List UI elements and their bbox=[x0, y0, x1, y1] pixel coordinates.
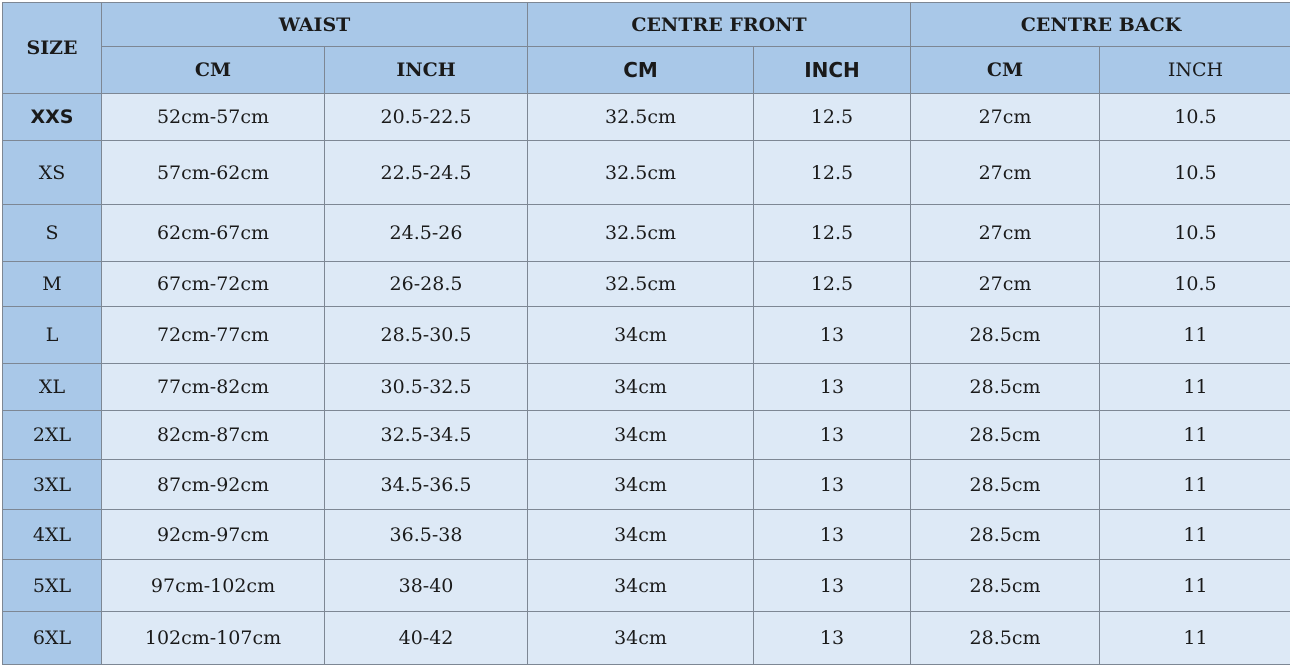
centre-back-inch-cell: 10.5 bbox=[1100, 262, 1290, 307]
waist-inch-cell: 28.5-30.5 bbox=[325, 307, 528, 364]
waist-cm-cell: 62cm-67cm bbox=[102, 205, 325, 262]
centre-back-cm-cell: 27cm bbox=[911, 205, 1100, 262]
centre-front-cm-cell: 34cm bbox=[528, 560, 754, 612]
centre-back-inch-cell: 11 bbox=[1100, 411, 1290, 460]
centre-back-cm-cell: 27cm bbox=[911, 262, 1100, 307]
centre-back-cm-cell: 27cm bbox=[911, 141, 1100, 205]
centre-back-cm-cell: 28.5cm bbox=[911, 612, 1100, 665]
header-row-groups bbox=[3, 3, 1290, 47]
waist-inch-header: INCH bbox=[325, 47, 528, 94]
table-row bbox=[3, 141, 1290, 205]
table-row bbox=[3, 612, 1290, 665]
centre-back-cm-cell: 28.5cm bbox=[911, 510, 1100, 560]
waist-cm-cell: 67cm-72cm bbox=[102, 262, 325, 307]
centre-front-cm-cell: 34cm bbox=[528, 411, 754, 460]
centre-back-cm-cell: 28.5cm bbox=[911, 460, 1100, 510]
centre-front-inch-cell: 12.5 bbox=[754, 94, 911, 141]
centre-front-cm-cell: 32.5cm bbox=[528, 94, 754, 141]
centre-front-cm-cell: 32.5cm bbox=[528, 205, 754, 262]
size-column-header: SIZE bbox=[3, 3, 102, 94]
centre-back-inch-cell: 10.5 bbox=[1100, 141, 1290, 205]
size-cell: L bbox=[3, 307, 102, 364]
size-cell: XXS bbox=[3, 94, 102, 141]
centre-front-cm-cell: 34cm bbox=[528, 460, 754, 510]
waist-cm-cell: 77cm-82cm bbox=[102, 364, 325, 411]
centre-back-inch-cell: 10.5 bbox=[1100, 205, 1290, 262]
centre-back-cm-cell: 28.5cm bbox=[911, 307, 1100, 364]
centre-back-inch-cell: 11 bbox=[1100, 510, 1290, 560]
size-cell: 5XL bbox=[3, 560, 102, 612]
waist-cm-cell: 97cm-102cm bbox=[102, 560, 325, 612]
centre-front-inch-cell: 12.5 bbox=[754, 262, 911, 307]
table-row bbox=[3, 560, 1290, 612]
size-cell: M bbox=[3, 262, 102, 307]
waist-inch-cell: 40-42 bbox=[325, 612, 528, 665]
centre-back-cm-cell: 28.5cm bbox=[911, 364, 1100, 411]
centre-front-inch-cell: 13 bbox=[754, 510, 911, 560]
centre-back-inch-cell: 10.5 bbox=[1100, 94, 1290, 141]
table-row bbox=[3, 307, 1290, 364]
centre-front-inch-cell: 13 bbox=[754, 560, 911, 612]
table-row bbox=[3, 411, 1290, 460]
table-row bbox=[3, 460, 1290, 510]
centre-front-inch-cell: 12.5 bbox=[754, 141, 911, 205]
size-cell: 4XL bbox=[3, 510, 102, 560]
centre-back-inch-cell: 11 bbox=[1100, 460, 1290, 510]
centre-back-inch-cell: 11 bbox=[1100, 364, 1290, 411]
centre-back-cm-header: CM bbox=[911, 47, 1100, 94]
waist-inch-cell: 34.5-36.5 bbox=[325, 460, 528, 510]
centre-front-inch-cell: 12.5 bbox=[754, 205, 911, 262]
waist-cm-cell: 52cm-57cm bbox=[102, 94, 325, 141]
centre-front-inch-cell: 13 bbox=[754, 460, 911, 510]
centre-front-cm-cell: 34cm bbox=[528, 510, 754, 560]
table-body bbox=[3, 94, 1290, 665]
centre-back-inch-cell: 11 bbox=[1100, 307, 1290, 364]
centre-back-inch-cell: 11 bbox=[1100, 560, 1290, 612]
centre-front-inch-cell: 13 bbox=[754, 364, 911, 411]
centre-back-inch-cell: 11 bbox=[1100, 612, 1290, 665]
size-chart-table bbox=[2, 2, 1290, 665]
size-cell: 3XL bbox=[3, 460, 102, 510]
size-cell: XS bbox=[3, 141, 102, 205]
centre-front-cm-cell: 34cm bbox=[528, 612, 754, 665]
waist-inch-cell: 32.5-34.5 bbox=[325, 411, 528, 460]
table-header bbox=[3, 3, 1290, 94]
waist-cm-cell: 87cm-92cm bbox=[102, 460, 325, 510]
centre-front-group-header: CENTRE FRONT bbox=[528, 3, 911, 47]
centre-back-cm-cell: 28.5cm bbox=[911, 560, 1100, 612]
table-row bbox=[3, 94, 1290, 141]
centre-back-group-header: CENTRE BACK bbox=[911, 3, 1290, 47]
centre-front-inch-header: INCH bbox=[754, 47, 911, 94]
centre-front-inch-cell: 13 bbox=[754, 307, 911, 364]
waist-cm-cell: 82cm-87cm bbox=[102, 411, 325, 460]
waist-cm-cell: 72cm-77cm bbox=[102, 307, 325, 364]
centre-front-cm-header: CM bbox=[528, 47, 754, 94]
size-cell: 2XL bbox=[3, 411, 102, 460]
waist-cm-cell: 57cm-62cm bbox=[102, 141, 325, 205]
centre-back-inch-header: INCH bbox=[1100, 47, 1290, 94]
waist-inch-cell: 22.5-24.5 bbox=[325, 141, 528, 205]
centre-front-inch-cell: 13 bbox=[754, 612, 911, 665]
waist-cm-cell: 92cm-97cm bbox=[102, 510, 325, 560]
centre-back-cm-cell: 28.5cm bbox=[911, 411, 1100, 460]
table-row bbox=[3, 205, 1290, 262]
centre-front-cm-cell: 32.5cm bbox=[528, 141, 754, 205]
waist-inch-cell: 26-28.5 bbox=[325, 262, 528, 307]
waist-inch-cell: 36.5-38 bbox=[325, 510, 528, 560]
waist-inch-cell: 20.5-22.5 bbox=[325, 94, 528, 141]
size-cell: 6XL bbox=[3, 612, 102, 665]
size-cell: S bbox=[3, 205, 102, 262]
table-row bbox=[3, 510, 1290, 560]
waist-cm-cell: 102cm-107cm bbox=[102, 612, 325, 665]
centre-front-inch-cell: 13 bbox=[754, 411, 911, 460]
centre-front-cm-cell: 34cm bbox=[528, 307, 754, 364]
header-row-units bbox=[3, 47, 1290, 94]
table-row bbox=[3, 364, 1290, 411]
centre-front-cm-cell: 34cm bbox=[528, 364, 754, 411]
centre-back-cm-cell: 27cm bbox=[911, 94, 1100, 141]
waist-cm-header: CM bbox=[102, 47, 325, 94]
waist-inch-cell: 38-40 bbox=[325, 560, 528, 612]
waist-inch-cell: 30.5-32.5 bbox=[325, 364, 528, 411]
waist-inch-cell: 24.5-26 bbox=[325, 205, 528, 262]
waist-group-header: WAIST bbox=[102, 3, 528, 47]
size-cell: XL bbox=[3, 364, 102, 411]
centre-front-cm-cell: 32.5cm bbox=[528, 262, 754, 307]
table-row bbox=[3, 262, 1290, 307]
